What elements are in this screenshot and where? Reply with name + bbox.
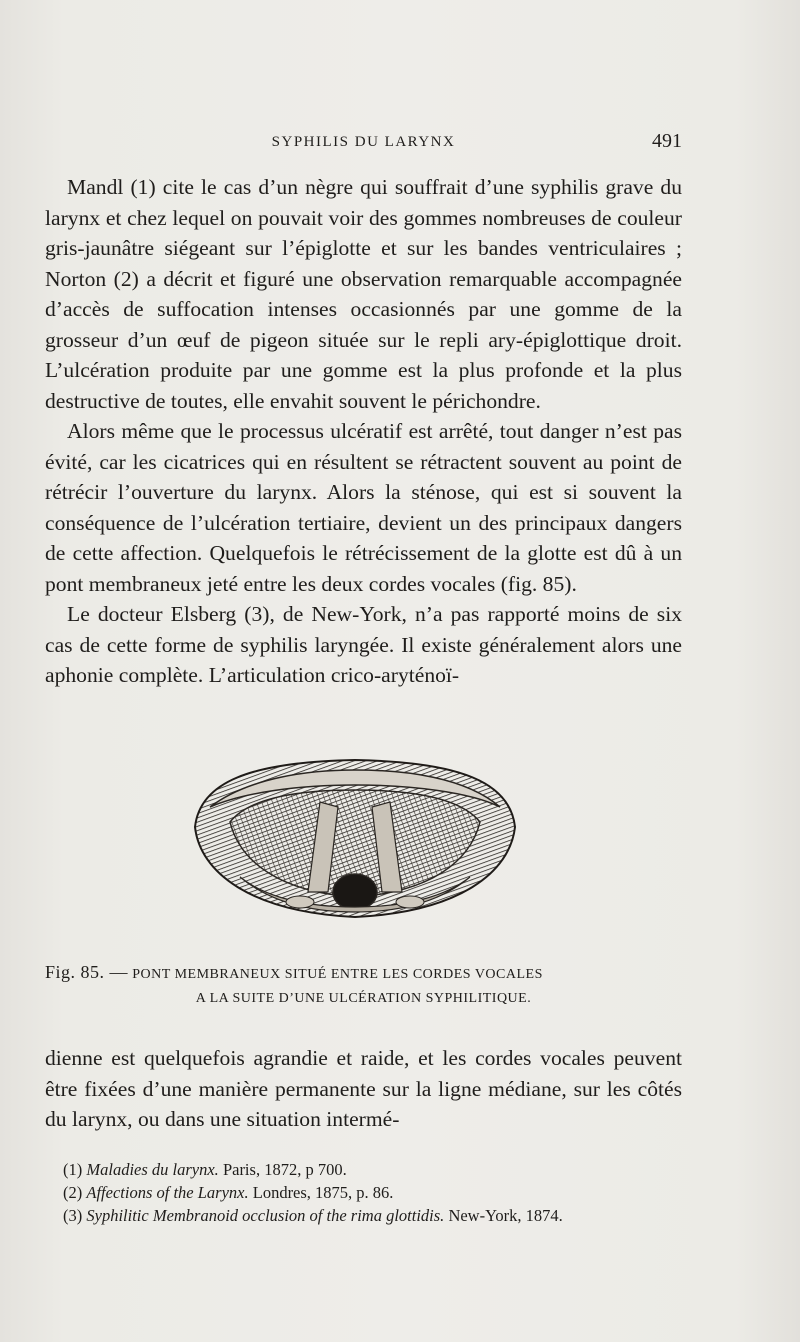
footnote-title: Affections of the Larynx.	[86, 1183, 249, 1202]
paragraph: Le docteur Elsberg (3), de New-York, n’a pas rapporté moins de six cas de cette forme de syphilis laryngée. Il existe généralement alors une aphonie complète. L’articulation crico-aryténoï-	[45, 602, 682, 687]
footnote-details: New-York, 1874.	[448, 1206, 563, 1225]
body-text-bottom	[45, 1043, 682, 1135]
footnote	[45, 1204, 682, 1227]
larynx-illustration	[190, 752, 520, 922]
footnote-title: Syphilitic Membranoid occlusion of the rima glottidis.	[86, 1206, 445, 1225]
paragraph: Alors même que le processus ulcératif est arrêté, tout danger n’est pas évité, car les cicatrices qui en résultent se rétractent souvent au point de rétrécir l’ouverture du larynx. Alors la sténose, qui est si souvent la conséquence de l’ulcération tertiaire, devient un des principaux dangers de cette affection. Quelquefois le rétrécissement de la glotte est dû à un pont membraneux jeté entre les deux cordes vocales (fig. 85).	[45, 419, 682, 596]
figure-label: Fig. 85. —	[45, 962, 129, 982]
body-text-top	[45, 172, 682, 691]
paragraph: Mandl (1) cite le cas d’un nègre qui souffrait d’une syphilis grave du larynx et chez lequel on pouvait voir des gommes nombreuses de couleur gris-jaunâtre siégeant sur l’épiglotte et sur les bandes ventriculaires ; Norton (2) a décrit et figuré une observation remarquable accompagnée d’accès de suffocation intenses occasionnés par une gomme de la grosseur d’un œuf de pigeon située sur le repli ary-épiglottique droit. L’ulcération produite par une gomme est la plus profonde et la plus destructive de toutes, elle envahit souvent le périchondre.	[45, 175, 682, 413]
page-number: 491	[652, 130, 682, 152]
footnote-details: Londres, 1875, p. 86.	[252, 1183, 394, 1202]
footnote	[45, 1158, 682, 1181]
footnote-title: Maladies du larynx.	[86, 1160, 219, 1179]
page-header	[45, 130, 682, 158]
footnotes	[45, 1158, 682, 1227]
footnote-details: Paris, 1872, p 700.	[222, 1160, 347, 1179]
running-title: SYPHILIS DU LARYNX	[271, 134, 456, 150]
footnote-number: (3)	[63, 1206, 83, 1225]
figure-caption	[45, 960, 682, 1011]
paragraph: dienne est quelquefois agrandie et raide, et les cordes vocales peuvent être fixées d’une manière permanente sur la ligne médiane, sur les côtés du larynx, ou dans une situation intermé-	[45, 1046, 682, 1131]
caption-line-1: PONT MEMBRANEUX SITUÉ ENTRE LES CORDES VOCALES	[132, 967, 543, 982]
footnote-number: (1)	[63, 1160, 83, 1179]
caption-line-2: A LA SUITE D’UNE ULCÉRATION SYPHILITIQUE.	[195, 991, 532, 1006]
footnote	[45, 1181, 682, 1204]
footnote-number: (2)	[63, 1183, 83, 1202]
